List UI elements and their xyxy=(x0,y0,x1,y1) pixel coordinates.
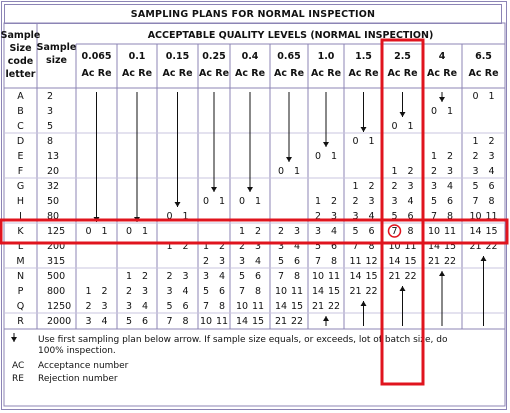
cell-ac-value: 1 xyxy=(166,241,173,252)
cell-re-value: 1 xyxy=(141,226,149,237)
header-aql-level: 0.25 xyxy=(202,51,226,62)
cell-ac-value: 5 xyxy=(472,181,479,192)
cell-re-value: 22 xyxy=(365,286,378,297)
row-letter: E xyxy=(17,151,24,162)
cell-ac-value: 0 xyxy=(430,106,438,117)
cell-ac-value: 7 xyxy=(391,226,398,237)
cell-re-value: 6 xyxy=(254,271,262,282)
header-aql-level: 4 xyxy=(438,51,446,62)
cell-ac-value: 0 xyxy=(352,136,359,147)
cell-ac-value: 14 xyxy=(349,271,362,282)
cell-re-value: 12 xyxy=(365,256,378,267)
legend-ac-text: Acceptance number xyxy=(38,361,129,371)
cell-ac-value: 1 xyxy=(472,136,479,147)
cell-re-value: 8 xyxy=(488,196,495,207)
cell-ac-value: 0 xyxy=(202,196,210,207)
cell-re-value: 2 xyxy=(368,181,375,192)
cell-ac-value: 21 xyxy=(311,301,325,312)
row-sample-size: 1250 xyxy=(47,301,72,312)
up-arrow-icon xyxy=(439,271,445,326)
cell-ac-value: 7 xyxy=(202,301,210,312)
cell-ac-value: 21 xyxy=(274,316,288,327)
cell-ac-value: 10 xyxy=(427,226,441,237)
header-ac-re: Ac Re xyxy=(273,68,305,79)
cell-re-value: 4 xyxy=(446,181,454,192)
row-letter: F xyxy=(17,166,24,177)
cell-ac-value: 2 xyxy=(314,211,322,222)
header-aql-level: 0.4 xyxy=(241,51,259,62)
header-aql-level: 1.5 xyxy=(355,51,372,62)
cell-ac-value: 1 xyxy=(352,181,359,192)
cell-re-value: 1 xyxy=(446,106,454,117)
cell-re-value: 11 xyxy=(443,226,457,237)
header-code-letter: Size xyxy=(9,43,32,54)
cell-ac-value: 0 xyxy=(166,211,173,222)
cell-ac-value: 3 xyxy=(391,196,398,207)
cell-ac-value: 3 xyxy=(314,226,322,237)
cell-ac-value: 1 xyxy=(430,151,438,162)
row-sample-size: 32 xyxy=(47,181,60,192)
cell-re-value: 3 xyxy=(488,151,495,162)
cell-ac-value: 3 xyxy=(202,271,210,282)
header-aql-level: 2.5 xyxy=(394,51,411,62)
header-aql-level: 0.15 xyxy=(165,51,190,62)
table-title: SAMPLING PLANS FOR NORMAL INSPECTION xyxy=(4,4,502,24)
cell-ac-value: 1 xyxy=(125,271,133,282)
cell-ac-value: 0 xyxy=(125,226,133,237)
cell-re-value: 1 xyxy=(218,196,226,207)
cell-re-value: 4 xyxy=(141,301,149,312)
cell-re-value: 3 xyxy=(218,256,226,267)
cell-ac-value: 1 xyxy=(85,286,92,297)
cell-ac-value: 10 xyxy=(274,286,288,297)
row-letter: J xyxy=(19,211,22,222)
cell-ac-value: 3 xyxy=(472,166,479,177)
cell-ac-value: 7 xyxy=(314,256,322,267)
header-ac-re: Ac Re xyxy=(234,68,266,79)
cell-re-value: 1 xyxy=(182,211,189,222)
row-sample-size: 3 xyxy=(47,106,54,117)
cell-re-value: 4 xyxy=(218,271,226,282)
cell-ac-value: 14 xyxy=(388,256,401,267)
cell-re-value: 3 xyxy=(293,226,301,237)
cell-re-value: 1 xyxy=(330,151,338,162)
cell-re-value: 15 xyxy=(251,316,265,327)
cell-re-value: 3 xyxy=(368,196,375,207)
cell-ac-value: 1 xyxy=(391,166,398,177)
row-letter: C xyxy=(17,121,24,132)
cell-re-value: 11 xyxy=(327,271,341,282)
cell-re-value: 22 xyxy=(327,301,341,312)
cell-ac-value: 14 xyxy=(427,241,441,252)
cell-re-value: 4 xyxy=(254,256,262,267)
cell-ac-value: 2 xyxy=(238,241,246,252)
cell-ac-value: 0 xyxy=(238,196,246,207)
cell-ac-value: 21 xyxy=(388,271,401,282)
cell-re-value: 8 xyxy=(330,256,338,267)
highlight-column-box xyxy=(382,40,423,384)
cell-re-value: 8 xyxy=(254,286,262,297)
header-ac-re: Ac Re xyxy=(162,68,193,79)
cell-ac-value: 7 xyxy=(472,196,479,207)
cell-ac-value: 7 xyxy=(430,211,438,222)
cell-ac-value: 0 xyxy=(85,226,92,237)
cell-re-value: 11 xyxy=(404,241,417,252)
header-ac-re: Ac Re xyxy=(81,68,112,79)
cell-re-value: 4 xyxy=(182,286,189,297)
row-letter: D xyxy=(16,136,25,147)
cell-re-value: 6 xyxy=(330,241,338,252)
cell-re-value: 8 xyxy=(446,211,454,222)
header-aql-level: 6.5 xyxy=(475,51,492,62)
down-arrow-icon xyxy=(400,92,406,117)
row-sample-size: 20 xyxy=(47,166,60,177)
row-sample-size: 125 xyxy=(47,226,66,237)
cell-ac-value: 3 xyxy=(85,316,92,327)
header-ac-re: Ac Re xyxy=(468,68,499,79)
cell-re-value: 1 xyxy=(254,196,262,207)
header-ac-re: Ac Re xyxy=(310,68,342,79)
row-letter: K xyxy=(17,226,24,237)
cell-ac-value: 10 xyxy=(311,271,325,282)
row-sample-size: 50 xyxy=(47,196,60,207)
row-sample-size: 800 xyxy=(47,286,66,297)
cell-ac-value: 3 xyxy=(352,211,359,222)
row-letter: G xyxy=(16,181,25,192)
cell-ac-value: 1 xyxy=(238,226,246,237)
cell-re-value: 6 xyxy=(488,181,495,192)
row-letter: N xyxy=(16,271,25,282)
up-arrow-icon xyxy=(400,286,406,326)
cell-re-value: 15 xyxy=(485,226,498,237)
legend-arrow-text: Use first sampling plan below arrow. If sample size equals, or exceeds, lot of batch size, do xyxy=(38,335,448,345)
header-ac-re: Ac Re xyxy=(198,68,230,79)
cell-re-value: 1 xyxy=(368,136,375,147)
down-arrow-icon xyxy=(247,92,253,192)
cell-re-value: 1 xyxy=(407,121,414,132)
cell-re-value: 2 xyxy=(407,166,414,177)
header-sample-size: Sample xyxy=(36,42,77,53)
cell-re-value: 15 xyxy=(327,286,341,297)
header-code-letter: Sample xyxy=(0,30,41,41)
row-letter: H xyxy=(16,196,25,207)
header-code-letter: code xyxy=(7,56,34,67)
legend-ac-symbol: AC xyxy=(12,361,25,371)
header-ac-re: Ac Re xyxy=(121,68,153,79)
cell-re-value: 4 xyxy=(488,166,495,177)
cell-ac-value: 7 xyxy=(277,271,285,282)
row-letter: M xyxy=(16,256,25,267)
cell-re-value: 8 xyxy=(293,271,301,282)
cell-ac-value: 0 xyxy=(314,151,322,162)
cell-ac-value: 10 xyxy=(199,316,213,327)
down-arrow-icon xyxy=(286,92,292,162)
cell-ac-value: 1 xyxy=(314,196,322,207)
cell-re-value: 6 xyxy=(368,226,375,237)
cell-re-value: 3 xyxy=(101,301,108,312)
down-arrow-icon xyxy=(323,92,329,147)
cell-re-value: 22 xyxy=(443,256,457,267)
header-sample-size: size xyxy=(46,55,67,66)
cell-ac-value: 14 xyxy=(235,316,249,327)
cell-re-value: 4 xyxy=(293,241,301,252)
cell-re-value: 6 xyxy=(218,286,226,297)
cell-re-value: 3 xyxy=(141,286,149,297)
cell-ac-value: 3 xyxy=(277,241,285,252)
legend-re-text: Rejection number xyxy=(38,374,118,384)
cell-re-value: 11 xyxy=(485,211,498,222)
cell-ac-value: 2 xyxy=(430,166,438,177)
cell-ac-value: 2 xyxy=(277,226,285,237)
cell-re-value: 1 xyxy=(488,91,495,102)
cell-ac-value: 2 xyxy=(202,256,210,267)
cell-re-value: 3 xyxy=(330,211,338,222)
cell-ac-value: 0 xyxy=(277,166,285,177)
cell-re-value: 22 xyxy=(485,241,498,252)
row-letter: A xyxy=(17,91,24,102)
header-aql-level: 0.1 xyxy=(128,51,146,62)
cell-ac-value: 2 xyxy=(125,286,133,297)
row-sample-size: 500 xyxy=(47,271,66,282)
cell-re-value: 2 xyxy=(182,241,189,252)
down-arrow-icon xyxy=(11,333,17,342)
cell-re-value: 2 xyxy=(218,241,226,252)
cell-re-value: 15 xyxy=(404,256,417,267)
header-ac-re: Ac Re xyxy=(348,68,379,79)
cell-ac-value: 11 xyxy=(349,256,362,267)
down-arrow-icon xyxy=(175,92,181,207)
cell-re-value: 15 xyxy=(290,301,304,312)
cell-re-value: 8 xyxy=(218,301,226,312)
cell-re-value: 11 xyxy=(251,301,265,312)
cell-re-value: 3 xyxy=(254,241,262,252)
cell-ac-value: 3 xyxy=(430,181,438,192)
row-sample-size: 13 xyxy=(47,151,60,162)
cell-re-value: 8 xyxy=(368,241,375,252)
row-letter: B xyxy=(17,106,24,117)
cell-re-value: 6 xyxy=(182,301,189,312)
cell-ac-value: 2 xyxy=(166,271,173,282)
cell-re-value: 3 xyxy=(446,166,454,177)
cell-ac-value: 7 xyxy=(352,241,359,252)
cell-ac-value: 3 xyxy=(238,256,246,267)
header-ac-re: Ac Re xyxy=(426,68,458,79)
cell-ac-value: 2 xyxy=(352,196,359,207)
cell-ac-value: 21 xyxy=(349,286,362,297)
row-sample-size: 5 xyxy=(47,121,54,132)
header-aql-level: 1.0 xyxy=(317,51,335,62)
cell-re-value: 2 xyxy=(254,226,262,237)
cell-re-value: 4 xyxy=(330,226,338,237)
down-arrow-icon xyxy=(211,92,217,192)
legend-arrow-text-cont: 100% inspection. xyxy=(38,346,116,356)
header-aql-level: 0.065 xyxy=(81,51,112,62)
row-letter: R xyxy=(17,316,24,327)
down-arrow-icon xyxy=(361,92,367,132)
cell-re-value: 11 xyxy=(215,316,229,327)
cell-re-value: 2 xyxy=(446,151,454,162)
cell-ac-value: 3 xyxy=(166,286,173,297)
cell-ac-value: 21 xyxy=(427,256,441,267)
cell-ac-value: 3 xyxy=(125,301,133,312)
cell-ac-value: 10 xyxy=(388,241,401,252)
cell-ac-value: 7 xyxy=(166,316,173,327)
header-aql-level: 0.65 xyxy=(277,51,301,62)
header-ac-re: Ac Re xyxy=(387,68,418,79)
cell-ac-value: 7 xyxy=(238,286,246,297)
cell-re-value: 6 xyxy=(407,211,414,222)
row-sample-size: 2 xyxy=(47,91,54,102)
cell-re-value: 6 xyxy=(446,196,454,207)
cell-ac-value: 5 xyxy=(238,271,246,282)
cell-re-value: 2 xyxy=(488,136,495,147)
cell-re-value: 1 xyxy=(293,166,301,177)
cell-re-value: 4 xyxy=(368,211,375,222)
cell-re-value: 11 xyxy=(290,286,304,297)
cell-ac-value: 0 xyxy=(472,91,479,102)
cell-re-value: 3 xyxy=(182,271,189,282)
cell-re-value: 3 xyxy=(407,181,414,192)
header-aql-group: ACCEPTABLE QUALITY LEVELS (NORMAL INSPECTION) xyxy=(147,30,434,41)
row-letter: L xyxy=(17,241,24,252)
cell-ac-value: 14 xyxy=(311,286,325,297)
cell-ac-value: 21 xyxy=(469,241,482,252)
cell-re-value: 1 xyxy=(101,226,108,237)
cell-ac-value: 5 xyxy=(391,211,398,222)
cell-re-value: 22 xyxy=(404,271,417,282)
cell-ac-value: 5 xyxy=(277,256,285,267)
cell-ac-value: 2 xyxy=(391,181,398,192)
cell-re-value: 6 xyxy=(141,316,149,327)
row-sample-size: 8 xyxy=(47,136,54,147)
cell-ac-value: 5 xyxy=(125,316,133,327)
row-letter: Q xyxy=(16,301,25,312)
cell-ac-value: 0 xyxy=(391,121,398,132)
up-arrow-icon xyxy=(481,256,487,326)
down-arrow-icon xyxy=(439,92,445,102)
row-sample-size: 2000 xyxy=(47,316,72,327)
legend-re-symbol: RE xyxy=(12,374,24,384)
row-sample-size: 315 xyxy=(47,256,66,267)
cell-re-value: 4 xyxy=(101,316,108,327)
row-letter: P xyxy=(17,286,24,297)
cell-ac-value: 5 xyxy=(352,226,359,237)
cell-ac-value: 2 xyxy=(472,151,479,162)
cell-re-value: 2 xyxy=(141,271,149,282)
cell-re-value: 8 xyxy=(407,226,414,237)
cell-ac-value: 14 xyxy=(469,226,482,237)
cell-re-value: 15 xyxy=(443,241,457,252)
down-arrow-icon xyxy=(134,92,140,222)
cell-re-value: 6 xyxy=(293,256,301,267)
row-sample-size: 200 xyxy=(47,241,66,252)
cell-re-value: 2 xyxy=(330,196,338,207)
row-sample-size: 80 xyxy=(47,211,60,222)
header-code-letter: letter xyxy=(5,69,36,80)
cell-ac-value: 5 xyxy=(166,301,173,312)
cell-re-value: 8 xyxy=(182,316,189,327)
cell-re-value: 22 xyxy=(290,316,304,327)
cell-re-value: 4 xyxy=(407,196,414,207)
cell-ac-value: 5 xyxy=(314,241,322,252)
cell-ac-value: 10 xyxy=(235,301,249,312)
cell-ac-value: 10 xyxy=(469,211,482,222)
cell-ac-value: 14 xyxy=(274,301,288,312)
down-arrow-icon xyxy=(94,92,100,222)
up-arrow-icon xyxy=(323,316,329,326)
cell-re-value: 2 xyxy=(101,286,108,297)
cell-ac-value: 5 xyxy=(430,196,438,207)
cell-ac-value: 5 xyxy=(202,286,210,297)
cell-re-value: 15 xyxy=(365,271,378,282)
cell-ac-value: 1 xyxy=(202,241,210,252)
cell-ac-value: 2 xyxy=(85,301,92,312)
